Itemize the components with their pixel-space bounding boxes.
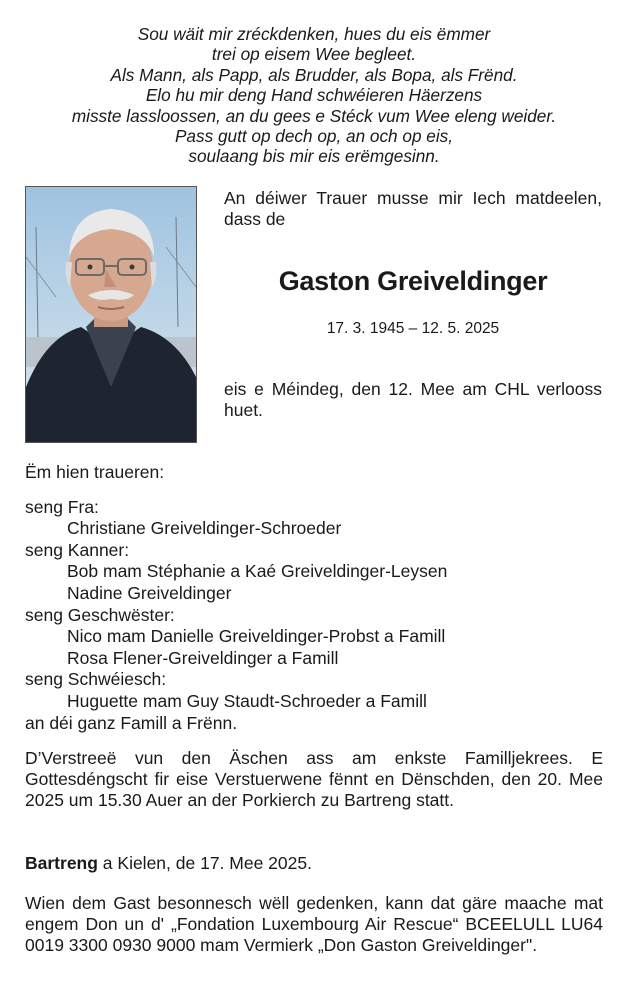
funeral-details: D’Verstreeë vun den Äschen ass am enkste Familljekrees. E Gottesdéngscht fir eise Verstuerwene fënnt en Dënschden, den 20. Mee 2025 um 15.30 Auer an der Porkierch zu Bartreng statt. [25,748,603,810]
mourner-name: Huguette mam Guy Staudt-Schroeder a Famill [67,690,427,711]
place-date-line [25,853,603,874]
portrait-illustration [26,187,196,442]
poem-line: Pass gutt op dech op, an och op eis, [174,126,454,147]
place-date: a Kielen, de 17. Mee 2025. [97,853,312,873]
poem-line: soulaang bis mir eis erëmgesinn. [188,146,440,167]
deceased-name: Gaston Greiveldinger [278,266,548,296]
poem-line: Als Mann, als Papp, als Brudder, als Bopa, als Frënd. [110,64,518,85]
portrait-photo [25,186,197,443]
mourner-group-label: seng Fra: [25,496,99,517]
intro-text: An déiwer Trauer musse mir Iech matdeelen, dass de [224,188,602,229]
mourner-name: Nico mam Danielle Greiveldinger-Probst a Famill [67,626,446,647]
poem-line: Sou wäit mir zréckdenken, hues du eis ëmmer [137,24,491,44]
mourners-heading: Ëm hien traueren: [25,462,165,482]
mourner-name: Nadine Greiveldinger [67,582,232,603]
mourner-group-label: seng Schwéiesch: [25,669,167,690]
mourner-name: Rosa Flener-Greiveldinger a Famill [67,647,339,668]
mourner-name: Christiane Greiveldinger-Schroeder [67,518,342,539]
memorial-poem [0,24,628,167]
mourner-group-label: seng Geschwëster: [25,604,175,625]
poem-line: misste lassloossen, an du gees e Stéck vum Wee eleng weider. [71,105,557,126]
donation-notice: Wien dem Gast besonnesch wëll gedenken, kann dat gäre maache mat engem Don un d' „Fondation Luxembourg Air Rescue“ BCEELULL LU64 0019 3300 0930 9000 mam Vermierk „Don Gaston Greiveldinger". [25,893,603,955]
mourners-list [25,462,447,734]
poem-line: trei op eisem Wee begleet. [211,44,417,65]
mourners-closing: an déi ganz Famill a Frënn. [25,712,238,733]
place-town: Bartreng [25,853,98,873]
mourner-group-label: seng Kanner: [25,539,130,560]
mourner-name: Bob mam Stéphanie a Kaé Greiveldinger-Leysen [67,561,448,582]
life-dates: 17. 3. 1945 – 12. 5. 2025 [326,320,500,337]
death-notice-text: eis e Méindeg, den 12. Mee am CHL verlooss huet. [224,379,602,420]
poem-line: Elo hu mir deng Hand schwéieren Häerzens [145,85,483,106]
